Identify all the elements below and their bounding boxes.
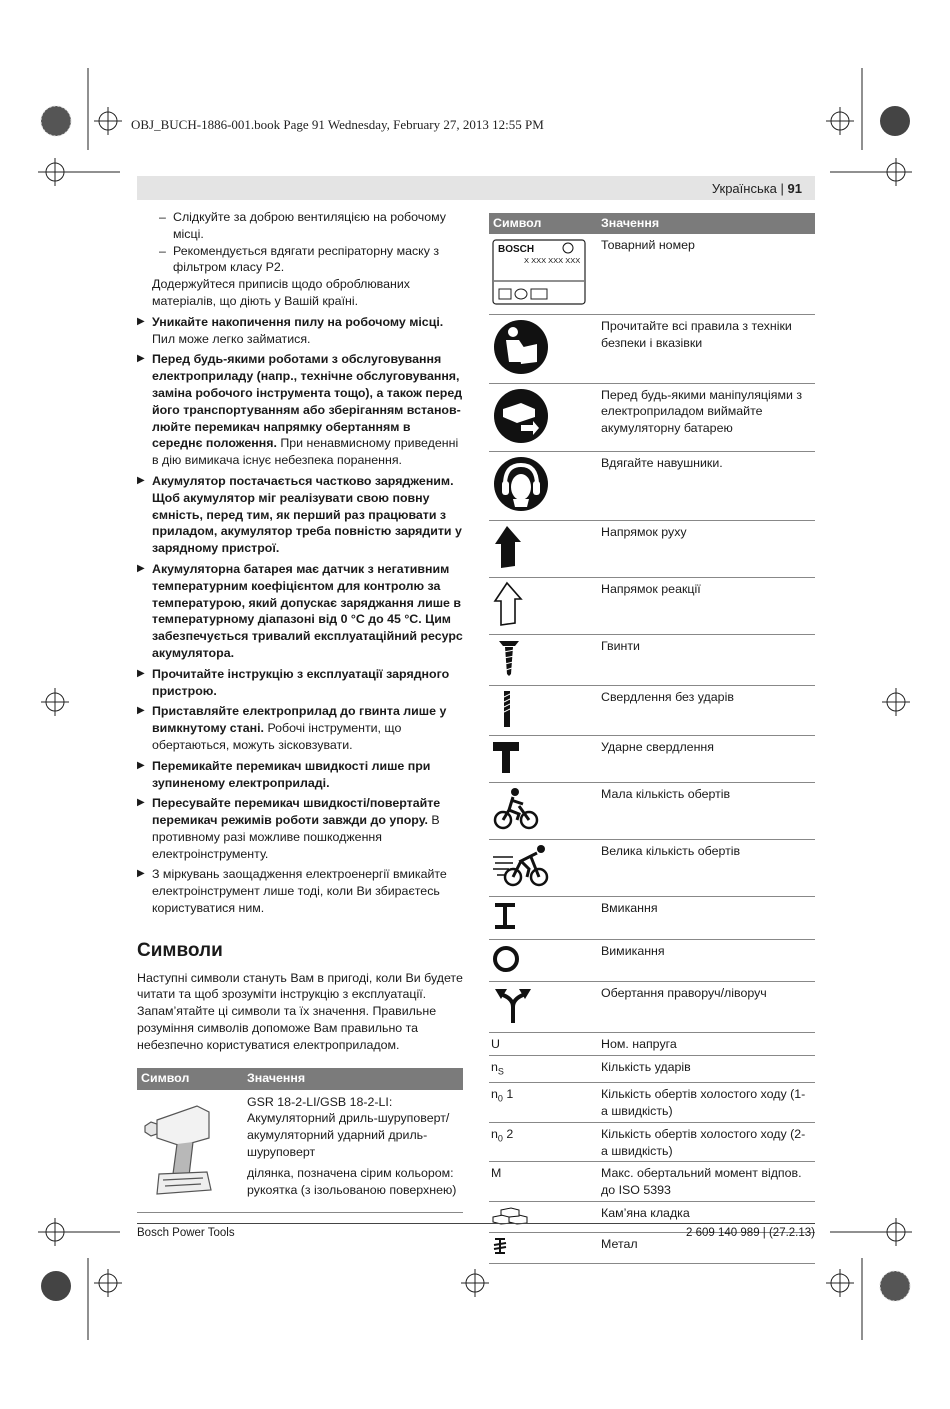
safety-bullet: ▶ Перед будь-якими роботами з обслуговування електроприладу (напр., технічне обслуговування, заміна робочого інструмента тощо), а також перед його транспортуванням або зберіганням встановлюйте перемикач напрямку обертанням в середнє положення. При ненавмисному приведенні в дію вимикача існує небезпека поранення.	[137, 352, 463, 468]
on-icon	[491, 900, 531, 932]
table-row	[489, 1122, 815, 1162]
row-meaning: Вмикання	[597, 896, 815, 939]
table-row	[489, 939, 815, 982]
slow-bicycle-icon	[491, 786, 541, 832]
model-text: GSR 18-2-LI/GSB 18-2-LI: Акумуляторний дриль-шуруповерт/ акумуляторний ударний дриль-шуруповерт	[247, 1094, 450, 1160]
page-header	[712, 181, 802, 196]
row-meaning: Кількість обертів холостого ходу (2-а швидкість)	[597, 1122, 815, 1162]
row-meaning: Вимикання	[597, 939, 815, 982]
dash-item: – Слідкуйте за доброю вентиляцією на робочому місці.	[159, 210, 446, 241]
symbol-text: M	[489, 1162, 597, 1202]
symbols-intro: Наступні символи стануть Вам в пригоді, коли Ви будете читати та щоб зрозуміти інструкцію з експлуатації. Запам’ятайте ці символи та їх значення. Правильне розуміння символів допоможе Вам правильно та небезпечно користуватися електроприладом.	[137, 970, 463, 1052]
drill-illustration-icon	[137, 1094, 237, 1204]
page-number: 91	[787, 181, 802, 196]
col-symbol-header: Символ	[137, 1068, 243, 1090]
safety-bullet: ▶ Перемикайте перемикач швидкості лише при зупиненому електроприладі.	[137, 758, 431, 790]
row-meaning: Кількість обертів холостого ходу (1-а швидкість)	[597, 1083, 815, 1123]
movement-arrow-icon	[491, 524, 531, 570]
row-meaning: Ном. напруга	[597, 1033, 815, 1056]
row-meaning: Ударне свердлення	[597, 736, 815, 783]
row-meaning: Напрямок руху	[597, 521, 815, 578]
nameplate-brand: BOSCH	[498, 244, 535, 255]
right-column	[489, 213, 815, 1264]
dash-note: Додержуйтеся приписів щодо оброблюваних матеріалів, що діють у Вашій країні.	[152, 277, 410, 308]
hammer-icon	[491, 739, 531, 775]
row-meaning: Велика кількість обертів	[597, 839, 815, 896]
table-row	[489, 1055, 815, 1082]
row-meaning: Прочитайте всі правила з техніки безпеки і вказівки	[597, 314, 815, 383]
off-icon	[491, 943, 531, 975]
row-meaning: Кількість ударів	[597, 1055, 815, 1082]
safety-bullet: ▶ Прочитайте інструкцію з експлуатації зарядного пристрою.	[137, 666, 450, 698]
row-meaning: Обертання праворуч/ліворуч	[597, 982, 815, 1033]
symbol-text: U	[489, 1033, 597, 1056]
symbols-heading: Символи	[137, 939, 223, 961]
drill-bit-icon	[491, 689, 531, 729]
fast-bicycle-icon	[491, 843, 551, 889]
table-row	[489, 896, 815, 939]
tool-symbol-table	[137, 1068, 463, 1214]
rotation-direction-icon	[491, 985, 537, 1025]
row-meaning: Метал	[597, 1232, 815, 1263]
header-separator: |	[776, 181, 788, 196]
masonry-icon	[491, 1205, 531, 1225]
col-meaning-header: Значення	[243, 1068, 463, 1090]
table-row	[489, 839, 815, 896]
row-meaning: Напрямок реакції	[597, 577, 815, 634]
table-row	[489, 234, 815, 314]
header-language: Українська	[711, 181, 777, 196]
safety-bullet: ▶ З міркувань заощадження електроенергії вмикайте електроінструмент лише тоді, коли Ви збираєтесь користуватися ним.	[137, 867, 447, 916]
table-row	[489, 314, 815, 383]
metal-icon	[491, 1236, 531, 1256]
row-meaning: Мала кількість обертів	[597, 783, 815, 840]
table-row	[489, 577, 815, 634]
table-row	[489, 1033, 815, 1056]
left-column	[137, 209, 463, 1213]
nameplate-icon	[491, 237, 587, 307]
row-meaning: Кам’яна кладка	[597, 1202, 815, 1233]
screw-icon	[491, 638, 531, 678]
table-row	[489, 736, 815, 783]
col-symbol-header: Символ	[489, 213, 597, 234]
table-row	[489, 982, 815, 1033]
ear-protection-icon	[491, 455, 551, 513]
table-row	[489, 1162, 815, 1202]
row-meaning: Товарний номер	[597, 234, 815, 314]
print-slug: OBJ_BUCH-1886-001.book Page 91 Wednesday, February 27, 2013 12:55 PM	[131, 117, 544, 132]
table-row	[489, 783, 815, 840]
row-meaning: Свердлення без ударів	[597, 685, 815, 736]
symbol-text: $n_S$	[489, 1055, 597, 1082]
table-row	[489, 452, 815, 521]
table-row	[489, 521, 815, 578]
symbol-text: $n_0$ 2	[489, 1122, 597, 1162]
symbol-text: $n_0$ 1	[489, 1083, 597, 1123]
footer-rule	[137, 1223, 815, 1224]
safety-bullet: ▶ Приставляйте електроприлад до гвинта лише у вимкнутому стані. Робочі інструменти, що обертаються, можуть зісковзувати.	[137, 704, 447, 752]
footer-brand: Bosch Power Tools	[137, 1227, 235, 1239]
row-meaning: Гвинти	[597, 634, 815, 685]
grip-text: ділянка, позначена сірим кольором: рукоятка (з ізольованою поверхнею)	[247, 1165, 457, 1197]
dash-item: – Рекомендується вдягати респіраторну маску з фільтром класу P2.	[159, 243, 440, 275]
nameplate-number: X XXX XXX XXX	[524, 256, 581, 265]
col-meaning-header: Значення	[597, 213, 815, 234]
reaction-arrow-icon	[491, 581, 531, 627]
table-row	[489, 685, 815, 736]
remove-battery-icon	[491, 387, 551, 445]
table-row	[489, 634, 815, 685]
footer-doc-number: 2 609 140 989 | (27.2.13)	[686, 1227, 815, 1239]
symbol-table	[489, 213, 815, 1264]
read-manual-icon	[491, 318, 551, 376]
safety-bullet: ▶ Акумулятор постачається частково зарядженим. Щоб акумулятор міг реалізувати свою повну ємність, перед тим, як перший раз працювати з приладом, акумулятор треба повністю зарядити у зарядному пристрої.	[137, 473, 462, 556]
table-row	[489, 1083, 815, 1123]
safety-bullet: ▶ Акумуляторна батарея має датчик з негативним температурним коефіцієнтом для контролю за температурою, який допускає заряджання лише в температурному діапазоні від 0 °C до 45 °C. Цим забезпечується тривалий експлуатаційний ресурс акумулятора.	[137, 561, 463, 660]
row-meaning: Перед будь-якими маніпуляціями з електроприладом виймайте акумуляторну батарею	[597, 383, 815, 452]
row-meaning: Вдягайте навушники.	[597, 452, 815, 521]
table-row	[489, 383, 815, 452]
safety-bullet: ▶ Пересувайте перемикач швидкості/повертайте перемикач режимів роботи завжди до упору. В противному разі можливе пошкодження електроінструменту.	[137, 796, 441, 861]
row-meaning: Макс. обертальний момент відпов. до ISO 5393	[597, 1162, 815, 1202]
safety-bullet: ▶ Уникайте накопичення пилу на робочому місці. Пил може легко займатися.	[137, 314, 444, 346]
